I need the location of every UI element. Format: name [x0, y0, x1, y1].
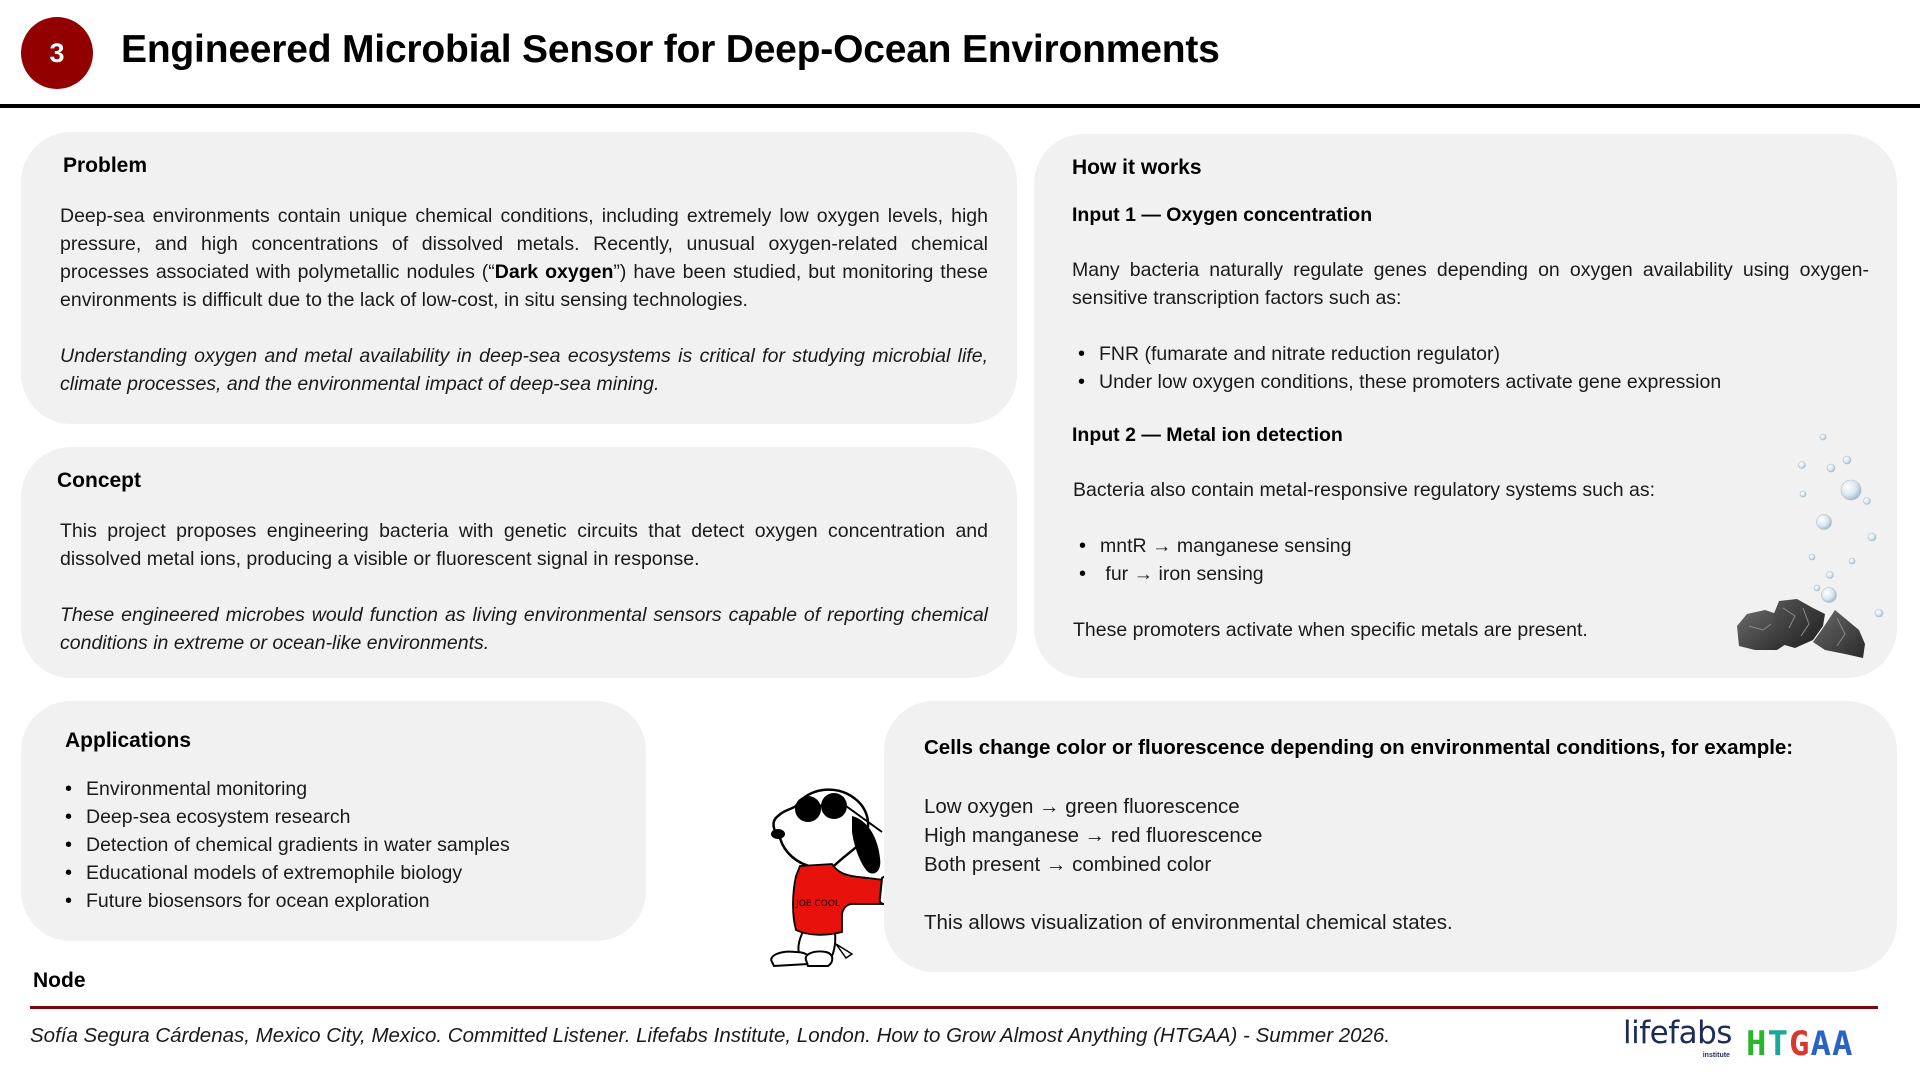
output-heading: Cells change color or fluorescence depending on environmental conditions, for example:	[924, 736, 1794, 759]
htgaa-letter: H	[1746, 1024, 1766, 1064]
output-card	[884, 701, 1897, 972]
input1-title: Input 1 — Oxygen concentration	[1072, 204, 1373, 226]
list-item: • FNR (fumarate and nitrate reduction regulator)	[1072, 340, 1869, 368]
concept-note: These engineered microbes would function as living environmental sensors capable of reporting chemical conditions in extreme or ocean-like environments.	[60, 604, 988, 654]
list-item: • Deep-sea ecosystem research	[59, 803, 510, 831]
problem-heading: Problem	[63, 154, 148, 177]
htgaa-letter: T	[1767, 1024, 1787, 1064]
list-item: • fur → iron sensing	[1073, 560, 1673, 588]
htgaa-letter: A	[1831, 1024, 1852, 1064]
nodule-rocks	[1737, 599, 1865, 658]
input2-title: Input 2 — Metal ion detection	[1072, 424, 1343, 446]
dark-oxygen-term: Dark oxygen	[494, 261, 614, 283]
slide-number-badge	[21, 17, 93, 89]
polymetallic-nodules-illustration	[1725, 418, 1885, 658]
input1-list	[1072, 340, 1869, 396]
snoopy-joe-cool-illustration	[756, 776, 901, 976]
problem-text-part: ”) have been studied, but monitoring these environments is difficult due to the lack of low-cost, in situ sensing technologies.	[60, 261, 988, 311]
htgaa-logo	[1746, 1024, 1852, 1064]
sweater-text: JOE COOL	[796, 899, 840, 909]
list-item: • Environmental monitoring	[59, 775, 510, 803]
node-label: Node	[33, 969, 86, 992]
applications-card	[21, 701, 646, 941]
problem-text-part: Deep-sea environments contain unique chemical conditions, including extremely low oxygen levels, high pressure, and high concentrations of dissolved metals. Recently, unusual oxygen-related chemical processes associated with polymetallic nodules (“	[60, 205, 988, 283]
htgaa-letter: G	[1788, 1024, 1809, 1064]
problem-note: Understanding oxygen and metal availability in deep-sea ecosystems is critical for studying microbial life, climate processes, and the environmental impact of deep-sea mining.	[60, 345, 988, 395]
footer-credit: Sofía Segura Cárdenas, Mexico City, Mexico. Committed Listener. Lifefabs Institute, London. How to Grow Almost Anything (HTGAA) - Summer 2026.	[30, 1024, 1391, 1047]
problem-card	[21, 132, 1017, 424]
concept-card	[21, 447, 1017, 678]
input1-text: Many bacteria naturally regulate genes depending on oxygen availability using oxygen-sensitive transcription factors such as:	[1072, 259, 1869, 309]
concept-heading: Concept	[57, 469, 141, 492]
lifefabs-logo	[1623, 1016, 1732, 1060]
how-it-works-heading: How it works	[1072, 156, 1202, 179]
output-example: Both present → combined color	[924, 853, 1212, 876]
concept-paragraph: This project proposes engineering bacteria with genetic circuits that detect oxygen concentration and dissolved metal ions, producing a visible or fluorescent signal in response.	[60, 520, 988, 570]
problem-paragraph	[60, 202, 988, 314]
list-item: • Detection of chemical gradients in water samples	[59, 831, 510, 859]
list-item: • Educational models of extremophile biology	[59, 859, 510, 887]
list-item: • Future biosensors for ocean exploration	[59, 887, 510, 915]
output-example: High manganese → red fluorescence	[924, 824, 1263, 847]
list-item: • mntR → manganese sensing	[1073, 532, 1673, 560]
output-closing: This allows visualization of environmental chemical states.	[924, 911, 1453, 934]
header-divider	[0, 104, 1920, 108]
footer-divider	[30, 1006, 1878, 1009]
input2-closing: These promoters activate when specific metals are present.	[1073, 619, 1588, 641]
slide-number: 3	[49, 37, 65, 68]
input2-text: Bacteria also contain metal-responsive regulatory systems such as:	[1073, 479, 1656, 501]
bubbles	[1799, 434, 1884, 617]
input2-list	[1073, 532, 1673, 588]
lifefabs-logo-subtitle: institute	[1702, 1052, 1730, 1059]
output-example: Low oxygen → green fluorescence	[924, 795, 1240, 818]
lifefabs-logo-word: lifefabs	[1623, 1015, 1732, 1051]
page-title: Engineered Microbial Sensor for Deep-Ocean Environments	[121, 28, 1220, 71]
applications-heading: Applications	[65, 729, 192, 752]
applications-list	[59, 775, 510, 915]
list-item: • Under low oxygen conditions, these promoters activate gene expression	[1072, 368, 1869, 396]
htgaa-letter: A	[1810, 1024, 1830, 1064]
